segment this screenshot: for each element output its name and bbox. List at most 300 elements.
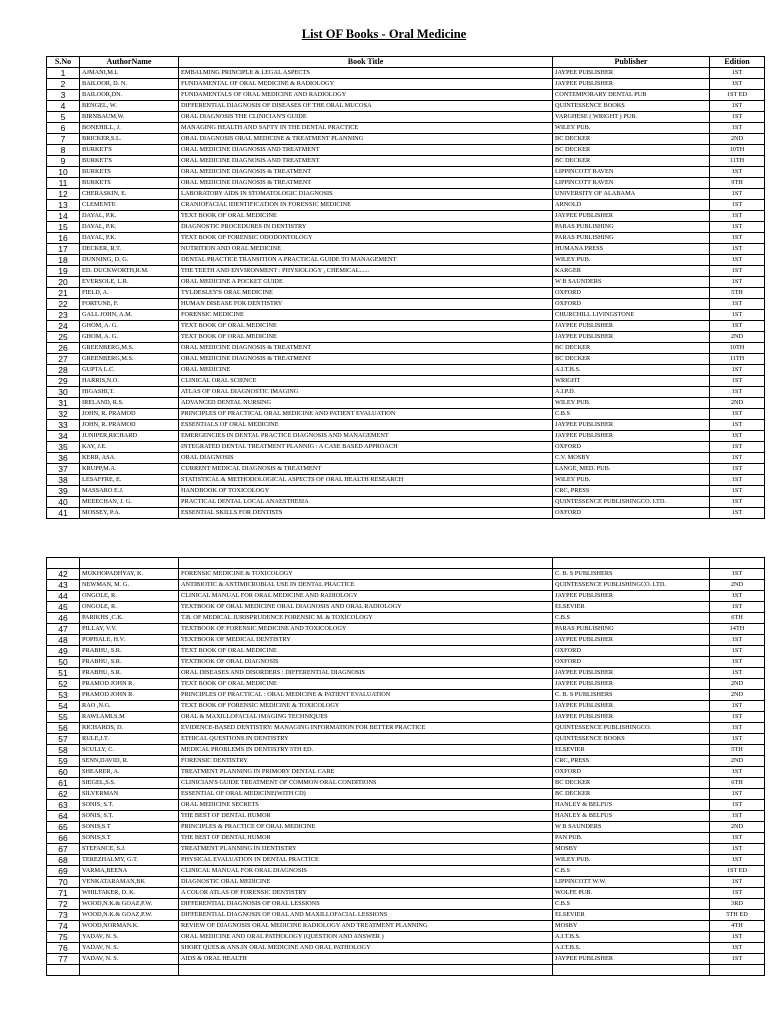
cell-publisher: BC DECKER bbox=[553, 134, 710, 145]
cell-edition: 1ST bbox=[710, 932, 765, 943]
cell-author: BURKET'S bbox=[80, 156, 179, 167]
cell-sno: 70 bbox=[47, 877, 80, 888]
cell-sno: 76 bbox=[47, 943, 80, 954]
table-row bbox=[47, 112, 765, 123]
cell-edition: 1ST bbox=[710, 387, 765, 398]
cell-title: ORAL MEDICINE DIAGNOSIS & TREATMENT bbox=[179, 178, 553, 189]
cell-title: ORAL DIAGNOSIS ORAL MEDICINE & TREATMENT PLANNING bbox=[179, 134, 553, 145]
cell-sno: 35 bbox=[47, 442, 80, 453]
cell-author: YADAV, N. S. bbox=[80, 943, 179, 954]
table-row bbox=[47, 266, 765, 277]
cell-publisher: JAYPEE PUBLISHER bbox=[553, 701, 710, 712]
table-row bbox=[47, 624, 765, 635]
cell-edition: 1ST bbox=[710, 376, 765, 387]
cell-title: TEXTBOOK OF ORAL DIAGNOSIS bbox=[179, 657, 553, 668]
cell-publisher: JAYPEE PUBLISHER bbox=[553, 332, 710, 343]
table-row bbox=[47, 789, 765, 800]
cell-edition: 1ST bbox=[710, 79, 765, 90]
cell-author: PARIKHS ,C.K. bbox=[80, 613, 179, 624]
table-row bbox=[47, 277, 765, 288]
cell-sno: 14 bbox=[47, 211, 80, 222]
cell-author: VENKATARAMAN,BK bbox=[80, 877, 179, 888]
cell-edition: 1ST ED bbox=[710, 90, 765, 101]
cell-edition: 1ST bbox=[710, 442, 765, 453]
cell-sno: 54 bbox=[47, 701, 80, 712]
table-row bbox=[47, 954, 765, 965]
cell-publisher: JAYPEE PUBLISHER bbox=[553, 68, 710, 79]
cell-title: THE BEST OF DENTAL HUMOR bbox=[179, 811, 553, 822]
cell-title: CRANIOFACIAL IDENTIFICATION IN FORENSIC MEDICINE bbox=[179, 200, 553, 211]
cell-publisher: CONTEMPORARY DENTAL PUB bbox=[553, 90, 710, 101]
cell-sno: 27 bbox=[47, 354, 80, 365]
cell-author: BAILOOR, D. N. bbox=[80, 79, 179, 90]
cell-publisher: HUMANA PRESS bbox=[553, 244, 710, 255]
cell-sno: 52 bbox=[47, 679, 80, 690]
cell-author: GREENBERG,M.S. bbox=[80, 343, 179, 354]
cell-sno: 49 bbox=[47, 646, 80, 657]
cell-publisher: ELSEVIER bbox=[553, 910, 710, 921]
cell-title: CLINICAL ORAL SCIENCE bbox=[179, 376, 553, 387]
header-row bbox=[47, 57, 765, 68]
cell-title: ORAL DISEASES AND DISORDERS : DIFFERENTIAL DIAGNOSIS bbox=[179, 668, 553, 679]
table-row bbox=[47, 431, 765, 442]
header-title: Book Title bbox=[179, 57, 553, 68]
cell-edition: 1ST bbox=[710, 101, 765, 112]
table-row bbox=[47, 497, 765, 508]
cell-sno: 38 bbox=[47, 475, 80, 486]
cell-sno: 22 bbox=[47, 299, 80, 310]
cell-title: EVIDENCE-BASED DENTISTRY: MANAGING INFORMATION FOR BETTER PRACTICE bbox=[179, 723, 553, 734]
table-row bbox=[47, 778, 765, 789]
cell-author: MOSSEY, P.A. bbox=[80, 508, 179, 519]
cell-sno: 72 bbox=[47, 899, 80, 910]
cell-sno: 11 bbox=[47, 178, 80, 189]
books-table-part-1 bbox=[46, 56, 765, 519]
empty-cell bbox=[179, 965, 553, 976]
cell-author: FORTUNE, F. bbox=[80, 299, 179, 310]
cell-publisher: BC DECKER bbox=[553, 354, 710, 365]
cell-author: FIELD, A. bbox=[80, 288, 179, 299]
cell-author: MASSARO E.J. bbox=[80, 486, 179, 497]
cell-publisher: WILEY PUB. bbox=[553, 123, 710, 134]
cell-sno: 48 bbox=[47, 635, 80, 646]
cell-publisher: OXFORD bbox=[553, 442, 710, 453]
cell-edition: 1ST bbox=[710, 321, 765, 332]
cell-author: HIGASHI,T. bbox=[80, 387, 179, 398]
cell-publisher: JAYPEE PUBLISHER bbox=[553, 420, 710, 431]
cell-publisher: BC DECKER bbox=[553, 789, 710, 800]
cell-sno: 63 bbox=[47, 800, 80, 811]
cell-sno: 26 bbox=[47, 343, 80, 354]
cell-sno: 44 bbox=[47, 591, 80, 602]
table-row bbox=[47, 855, 765, 866]
cell-edition: 10TH bbox=[710, 145, 765, 156]
cell-publisher: CRC, PRESS bbox=[553, 756, 710, 767]
cell-title: TEXT BOOK OF ORAL MEDICINE bbox=[179, 321, 553, 332]
cell-edition: 1ST bbox=[710, 646, 765, 657]
cell-sno: 65 bbox=[47, 822, 80, 833]
cell-sno: 25 bbox=[47, 332, 80, 343]
table-row bbox=[47, 822, 765, 833]
cell-publisher: QUINTESSENCE BOOKS bbox=[553, 734, 710, 745]
table-row bbox=[47, 723, 765, 734]
cell-sno: 75 bbox=[47, 932, 80, 943]
cell-publisher: C.V. MOSBY bbox=[553, 453, 710, 464]
cell-edition: 4TH bbox=[710, 921, 765, 932]
empty-cell bbox=[710, 558, 765, 569]
cell-sno: 33 bbox=[47, 420, 80, 431]
table-row bbox=[47, 580, 765, 591]
cell-sno: 19 bbox=[47, 266, 80, 277]
table-row bbox=[47, 745, 765, 756]
cell-title: TEXT BOOK OF ORAL MEDICINE bbox=[179, 211, 553, 222]
cell-publisher: ELSEVIER bbox=[553, 602, 710, 613]
cell-publisher: PARAS PUBLISHING bbox=[553, 624, 710, 635]
table-row bbox=[47, 734, 765, 745]
cell-title: INTEGRATED DENTAL TREATMENT PLANNIG : A CASE BASED APPROACH bbox=[179, 442, 553, 453]
cell-edition: 1ST bbox=[710, 244, 765, 255]
cell-title: ORAL MEDICINE bbox=[179, 365, 553, 376]
cell-author: TEREZHALMY, G.T. bbox=[80, 855, 179, 866]
cell-publisher: ARNOLD bbox=[553, 200, 710, 211]
cell-sno: 23 bbox=[47, 310, 80, 321]
cell-edition: 1ST bbox=[710, 734, 765, 745]
cell-publisher: ELSEVIER bbox=[553, 745, 710, 756]
cell-sno: 61 bbox=[47, 778, 80, 789]
cell-title: TYLDESLEY'S ORAL MEDICINE bbox=[179, 288, 553, 299]
cell-title: TREATMENT PLANNING IN PRIMORY DENTAL CARE bbox=[179, 767, 553, 778]
table-row bbox=[47, 222, 765, 233]
header-sno: S.No bbox=[47, 57, 80, 68]
cell-title: THE BEST OF DENTAL HUMOR bbox=[179, 833, 553, 844]
cell-title: ORAL MEDICINE DIAGNOSIS & TREATMENT bbox=[179, 354, 553, 365]
cell-publisher: C. B. S PUBLISHERS bbox=[553, 690, 710, 701]
cell-sno: 12 bbox=[47, 189, 80, 200]
cell-title: ORAL MEDICINE DIAGNOSIS AND TREATMENT bbox=[179, 156, 553, 167]
cell-author: ED. DUCKWORTH,R.M. bbox=[80, 266, 179, 277]
cell-author: YADAV, N. S. bbox=[80, 954, 179, 965]
cell-title: PRINCIPLES OF PRACTICAL : ORAL MEDICINE & PATIENT EVALUATION bbox=[179, 690, 553, 701]
table-row bbox=[47, 668, 765, 679]
cell-author: SONIS,S.T bbox=[80, 833, 179, 844]
cell-title: ETHICAL QUESTIONS IN DENTISTRY bbox=[179, 734, 553, 745]
cell-edition: 3RD bbox=[710, 899, 765, 910]
cell-sno: 29 bbox=[47, 376, 80, 387]
cell-title: ATLAS OF ORAL DIAGNOSTIC IMAGING bbox=[179, 387, 553, 398]
cell-edition: 6TH bbox=[710, 778, 765, 789]
cell-author: RAO ,N.G. bbox=[80, 701, 179, 712]
cell-author: YADAV, N. S. bbox=[80, 932, 179, 943]
cell-title: ESSENTIALS OF ORAL MEDICINE bbox=[179, 420, 553, 431]
table-row bbox=[47, 288, 765, 299]
cell-publisher: WILEY PUB. bbox=[553, 398, 710, 409]
cell-edition: 1ST bbox=[710, 508, 765, 519]
cell-sno: 64 bbox=[47, 811, 80, 822]
cell-title: TEXT BOOK OF ORAL MEDICINE bbox=[179, 646, 553, 657]
cell-sno: 59 bbox=[47, 756, 80, 767]
table-row bbox=[47, 508, 765, 519]
cell-author: STEFANCE, S.J. bbox=[80, 844, 179, 855]
blank-row bbox=[47, 965, 765, 976]
cell-edition: 1ST bbox=[710, 657, 765, 668]
cell-sno: 3 bbox=[47, 90, 80, 101]
table-row bbox=[47, 354, 765, 365]
cell-edition: 1ST bbox=[710, 811, 765, 822]
cell-edition: 1ST bbox=[710, 112, 765, 123]
cell-title: PRACTICAL DENTAL LOCAL ANAESTHESIA bbox=[179, 497, 553, 508]
cell-title: ORAL MEDICINE DIAGNOSIS & TREATMENT bbox=[179, 167, 553, 178]
cell-publisher: A.I.P.D. bbox=[553, 387, 710, 398]
cell-sno: 51 bbox=[47, 668, 80, 679]
cell-sno: 58 bbox=[47, 745, 80, 756]
cell-sno: 6 bbox=[47, 123, 80, 134]
cell-publisher: OXFORD bbox=[553, 646, 710, 657]
cell-publisher: C.B.S bbox=[553, 613, 710, 624]
cell-title: ADVANCED DENTAL NURSING bbox=[179, 398, 553, 409]
table-row bbox=[47, 156, 765, 167]
table-row bbox=[47, 756, 765, 767]
cell-edition: 10TH bbox=[710, 343, 765, 354]
cell-author: ONGOLE, R. bbox=[80, 602, 179, 613]
table-row bbox=[47, 398, 765, 409]
cell-edition: 1ST bbox=[710, 277, 765, 288]
cell-sno: 46 bbox=[47, 613, 80, 624]
table-row bbox=[47, 701, 765, 712]
cell-author: SIEGEL,S.S. bbox=[80, 778, 179, 789]
cell-author: LESAFFRE, E. bbox=[80, 475, 179, 486]
cell-edition: 1ST bbox=[710, 767, 765, 778]
cell-author: PRABHU, S.R. bbox=[80, 657, 179, 668]
cell-sno: 30 bbox=[47, 387, 80, 398]
cell-sno: 36 bbox=[47, 453, 80, 464]
cell-publisher: WOLFE PUB. bbox=[553, 888, 710, 899]
cell-edition: 5TH bbox=[710, 288, 765, 299]
cell-edition: 1ST bbox=[710, 497, 765, 508]
table-row bbox=[47, 211, 765, 222]
table-row bbox=[47, 200, 765, 211]
cell-edition: 1ST bbox=[710, 266, 765, 277]
cell-edition: 1ST bbox=[710, 189, 765, 200]
cell-author: PRABHU, S.R. bbox=[80, 668, 179, 679]
cell-sno: 69 bbox=[47, 866, 80, 877]
cell-publisher: UNIVERSITY OF ALABAMA bbox=[553, 189, 710, 200]
cell-sno: 4 bbox=[47, 101, 80, 112]
table-row bbox=[47, 800, 765, 811]
table-row bbox=[47, 767, 765, 778]
cell-sno: 17 bbox=[47, 244, 80, 255]
cell-sno: 34 bbox=[47, 431, 80, 442]
cell-edition: 1ST bbox=[710, 233, 765, 244]
cell-author: CHERASKIN, E. bbox=[80, 189, 179, 200]
cell-edition: 1ST bbox=[710, 800, 765, 811]
table-row bbox=[47, 244, 765, 255]
cell-title: EMERGENCIES IN DENTAL PRACTICE DIAGNOSIS AND MANAGEMENT bbox=[179, 431, 553, 442]
cell-sno: 42 bbox=[47, 569, 80, 580]
cell-title: DIFFERENTIAL DIAGNOSIS OF ORAL AND MAXILLOFACIAL LESSIONS bbox=[179, 910, 553, 921]
cell-publisher: WILEY PUB. bbox=[553, 855, 710, 866]
cell-sno: 1 bbox=[47, 68, 80, 79]
cell-title: ORAL DIAGNOSIS THE CLINICIAN'S GUIDE bbox=[179, 112, 553, 123]
cell-author: KERR, ASA. bbox=[80, 453, 179, 464]
cell-sno: 47 bbox=[47, 624, 80, 635]
cell-author: PRAMOD JOHN R. bbox=[80, 690, 179, 701]
table-row bbox=[47, 79, 765, 90]
cell-title: LABORATORY AIDS IN STOMATOLOGIC DIAGNOSIS bbox=[179, 189, 553, 200]
cell-title: HUMAN DISEASE FOR DENTISTRY bbox=[179, 299, 553, 310]
cell-sno: 21 bbox=[47, 288, 80, 299]
cell-author: BURKET'S bbox=[80, 145, 179, 156]
table-row bbox=[47, 635, 765, 646]
cell-title: TEXT BOOK OF FORENSIC ODODONTOLOGY bbox=[179, 233, 553, 244]
cell-edition: 1ST bbox=[710, 453, 765, 464]
cell-edition: 14TH bbox=[710, 624, 765, 635]
cell-author: EVERSOLE, L.R. bbox=[80, 277, 179, 288]
cell-author: SONIS, S.T. bbox=[80, 800, 179, 811]
cell-title: CLINICAL MANUAL FOR ORAL MEDICINE AND RADIOLOGY bbox=[179, 591, 553, 602]
cell-title: FUNDAMENTAL OF ORAL MEDICINE & RADIOLOGY bbox=[179, 79, 553, 90]
cell-edition: 2ND bbox=[710, 679, 765, 690]
cell-sno: 71 bbox=[47, 888, 80, 899]
table-row bbox=[47, 90, 765, 101]
cell-title: MEDICAL PROBLEMS IN DENTISTRY 5TH ED. bbox=[179, 745, 553, 756]
cell-edition: 1ST bbox=[710, 888, 765, 899]
cell-edition: 2ND bbox=[710, 332, 765, 343]
cell-title: TEXTBOOK OF FORENSIC MEDICINE AND TOXICOLOGY bbox=[179, 624, 553, 635]
cell-edition: 1ST bbox=[710, 365, 765, 376]
cell-publisher: OXFORD bbox=[553, 288, 710, 299]
cell-title: EMBALMING PRINCIPLE & LEGAL ASPECTS bbox=[179, 68, 553, 79]
table-row bbox=[47, 888, 765, 899]
table-row bbox=[47, 299, 765, 310]
cell-edition: 5TH ED bbox=[710, 910, 765, 921]
cell-publisher: JAYPEE PUBLISHER bbox=[553, 79, 710, 90]
cell-sno: 15 bbox=[47, 222, 80, 233]
cell-title: TREATMENT PLANNING IN DENTISTRY bbox=[179, 844, 553, 855]
table-row bbox=[47, 712, 765, 723]
cell-publisher: JAYPEE PUBLISHER bbox=[553, 712, 710, 723]
cell-title: DIFFERENTIAL DIAGNOSIS OF DISEASES OF THE ORAL MUCOSA bbox=[179, 101, 553, 112]
cell-title: PRINCIPLES OF PRACTICAL ORAL MEDICINE AND PATIENT EVALUATION bbox=[179, 409, 553, 420]
books-table-part-2 bbox=[46, 557, 765, 976]
cell-title: DIAGNOSTIC PROCEDURES IN DENTISTRY bbox=[179, 222, 553, 233]
cell-title: FORENSIC MEDICINE bbox=[179, 310, 553, 321]
cell-sno: 2 bbox=[47, 79, 80, 90]
cell-title: ESSENTIAL SKILLS FOR DENTISTS bbox=[179, 508, 553, 519]
cell-edition: 2ND bbox=[710, 822, 765, 833]
table-row bbox=[47, 921, 765, 932]
cell-title: FORENSIC MEDICINE & TOXICOLOGY bbox=[179, 569, 553, 580]
cell-edition: 1ST bbox=[710, 211, 765, 222]
table-row bbox=[47, 134, 765, 145]
cell-sno: 50 bbox=[47, 657, 80, 668]
cell-author: JOHN, R. PRAMOD bbox=[80, 420, 179, 431]
cell-author: HARRIS,N.O. bbox=[80, 376, 179, 387]
table-row bbox=[47, 591, 765, 602]
table-row bbox=[47, 387, 765, 398]
cell-title: ANTIBIOTIC & ANTIMICROBIAL USE IN DENTAL PRACTICE bbox=[179, 580, 553, 591]
cell-author: GHOM, A. G. bbox=[80, 321, 179, 332]
cell-sno: 24 bbox=[47, 321, 80, 332]
cell-publisher: JAYPEE PUBLISHER bbox=[553, 321, 710, 332]
cell-edition: 2ND bbox=[710, 580, 765, 591]
cell-publisher: C. B. S PUBLISHERS bbox=[553, 569, 710, 580]
cell-sno: 39 bbox=[47, 486, 80, 497]
cell-publisher: MOSBY bbox=[553, 921, 710, 932]
cell-author: SILVERMAN bbox=[80, 789, 179, 800]
cell-title: ESSENTIAL OF ORAL MEDICINE(WITH CD) bbox=[179, 789, 553, 800]
cell-edition: 1ST bbox=[710, 200, 765, 211]
cell-edition: 11TH bbox=[710, 156, 765, 167]
cell-sno: 18 bbox=[47, 255, 80, 266]
cell-sno: 16 bbox=[47, 233, 80, 244]
cell-author: WOOD,N.K.& GOAZ,P.W. bbox=[80, 910, 179, 921]
cell-title: T.B. OF MEDICAL JURISPRUDENCE FORENSIC M. & TOXICOLOGY bbox=[179, 613, 553, 624]
cell-author: MEEECHAN, J. G. bbox=[80, 497, 179, 508]
empty-cell bbox=[553, 558, 710, 569]
cell-edition: 1ST bbox=[710, 123, 765, 134]
cell-title: ORAL MEDICINE DIAGNOSIS AND TREATMENT bbox=[179, 145, 553, 156]
header-author: AuthorName bbox=[80, 57, 179, 68]
cell-publisher: W B SAUNDERS bbox=[553, 822, 710, 833]
cell-title: NUTRITION AND ORAL MEDICINE bbox=[179, 244, 553, 255]
cell-sno: 13 bbox=[47, 200, 80, 211]
cell-author: GALL JOHN, A.M. bbox=[80, 310, 179, 321]
table-row bbox=[47, 475, 765, 486]
cell-author: DAYAL, P.K. bbox=[80, 211, 179, 222]
cell-title: TEXTBOOK OF ORAL MEDICINE ORAL DIAGNOSIS AND ORAL RADIOLOGY bbox=[179, 602, 553, 613]
table-row bbox=[47, 178, 765, 189]
table-row bbox=[47, 569, 765, 580]
cell-author: RICHARDS, D. bbox=[80, 723, 179, 734]
empty-cell bbox=[80, 965, 179, 976]
empty-cell bbox=[553, 965, 710, 976]
cell-publisher: VARGHESE ( WRIGHT ) PUB. bbox=[553, 112, 710, 123]
cell-publisher: A.I.T.B.S. bbox=[553, 932, 710, 943]
cell-title: ORAL MEDICINE A POCKET GUIDE bbox=[179, 277, 553, 288]
cell-edition: 2ND bbox=[710, 398, 765, 409]
cell-author: VARMA,BEENA bbox=[80, 866, 179, 877]
cell-publisher: KARGER bbox=[553, 266, 710, 277]
cell-author: PRABHU, S.R. bbox=[80, 646, 179, 657]
cell-author: SHEARER, A. bbox=[80, 767, 179, 778]
blank-row bbox=[47, 558, 765, 569]
cell-edition: 1ST bbox=[710, 668, 765, 679]
cell-edition: 1ST bbox=[710, 833, 765, 844]
table-row bbox=[47, 365, 765, 376]
table-row bbox=[47, 453, 765, 464]
empty-cell bbox=[47, 558, 80, 569]
table-row bbox=[47, 189, 765, 200]
cell-author: KAY, J.E. bbox=[80, 442, 179, 453]
cell-title: ORAL MEDICINE DIAGNOSIS & TREATMENT bbox=[179, 343, 553, 354]
cell-author: CLEMENTE bbox=[80, 200, 179, 211]
cell-edition: 1ST bbox=[710, 723, 765, 734]
cell-author: DUNNING, D. G. bbox=[80, 255, 179, 266]
cell-title: HANDBOOK OF TOXICOLOGY bbox=[179, 486, 553, 497]
cell-publisher: WILEY PUB. bbox=[553, 475, 710, 486]
cell-edition: 1ST bbox=[710, 591, 765, 602]
cell-sno: 68 bbox=[47, 855, 80, 866]
cell-edition: 1ST bbox=[710, 602, 765, 613]
cell-edition: 1ST bbox=[710, 464, 765, 475]
cell-title: CLINICIAN'S GUIDE TREATMENT OF COMMON ORAL CONDITIONS bbox=[179, 778, 553, 789]
cell-publisher: JAYPEE PUBLISHER bbox=[553, 211, 710, 222]
cell-publisher: PAN PUB. bbox=[553, 833, 710, 844]
cell-publisher: BC DECKER bbox=[553, 778, 710, 789]
cell-sno: 41 bbox=[47, 508, 80, 519]
cell-edition: 2ND bbox=[710, 690, 765, 701]
cell-edition: 1ST ED bbox=[710, 866, 765, 877]
